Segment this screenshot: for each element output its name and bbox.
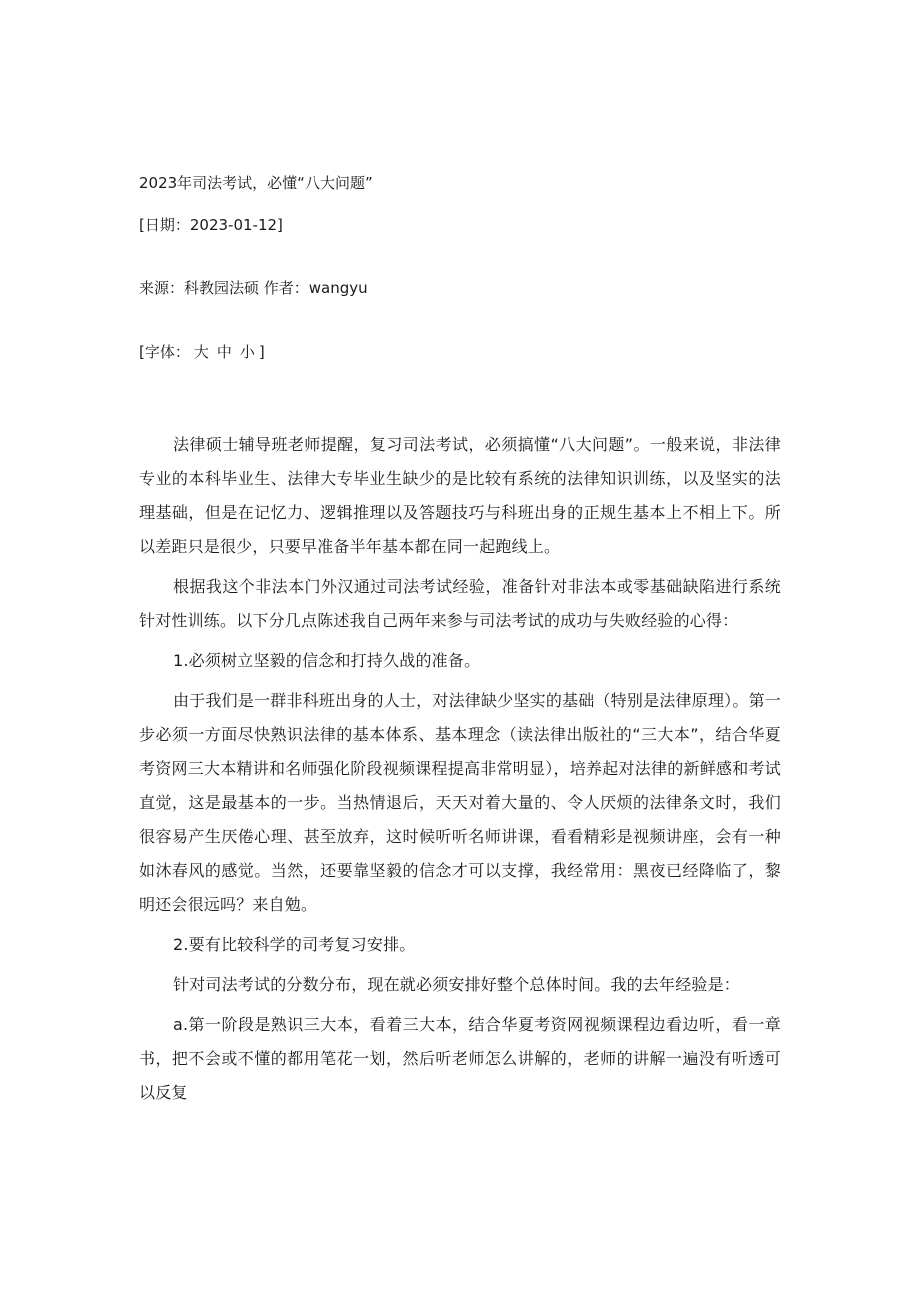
article-date: [日期：2023-01-12] <box>139 216 283 234</box>
article-body <box>139 428 781 1116</box>
font-size-medium-link[interactable]: 中 <box>216 343 232 361</box>
article-source: 来源：科教园法硕 作者：wangyu <box>139 279 368 297</box>
font-size-close: ] <box>258 343 265 361</box>
paragraph: 根据我这个非法本门外汉通过司法考试经验，准备针对非法本或零基础缺陷进行系统针对性训练。以下分几点陈述我自己两年来参与司法考试的成功与失败经验的心得： <box>139 577 781 630</box>
section-heading: 2.要有比较科学的司考复习安排。 <box>173 935 416 954</box>
font-size-selector <box>139 342 265 362</box>
font-size-large-link[interactable]: 大 <box>193 343 209 361</box>
font-size-small-link[interactable]: 小 <box>239 343 255 361</box>
font-size-label: [字体： <box>139 343 190 361</box>
paragraph: a.第一阶段是熟识三大本，看着三大本，结合华夏考资网视频课程边看边听，看一章书，把不会或不懂的都用笔花一划，然后听老师怎么讲解的，老师的讲解一遍没有听透可以反复 <box>139 1015 781 1102</box>
paragraph: 针对司法考试的分数分布，现在就必须安排好整个总体时间。我的去年经验是： <box>173 975 741 994</box>
paragraph: 由于我们是一群非科班出身的人士，对法律缺少坚实的基础（特别是法律原理）。第一步必须一方面尽快熟识法律的基本体系、基本理念（读法律出版社的“三大本”，结合华夏考资网三大本精讲和名师强化阶段视频课程提高非常明显），培养起对法律的新鲜感和考试直觉，这是最基本的一步。当热情退后，天天对着大量的、令人厌烦的法律条文时，我们很容易产生厌倦心理、甚至放弃，这时候听听名师讲课，看看精彩是视频讲座，会有一种如沐春风的感觉。当然，还要靠坚毅的信念才可以支撑，我经常用：黑夜已经降临了，黎明还会很远吗？来自勉。 <box>139 691 781 914</box>
section-heading: 1.必须树立坚毅的信念和打持久战的准备。 <box>173 651 481 670</box>
paragraph: 法律硕士辅导班老师提醒，复习司法考试，必须搞懂“八大问题”。一般来说，非法律专业的本科毕业生、法律大专毕业生缺少的是比较有系统的法律知识训练，以及坚实的法理基础，但是在记忆力、逻辑推理以及答题技巧与科班出身的正规生基本上不相上下。所以差距只是很少，只要早准备半年基本都在同一起跑线上。 <box>139 435 781 556</box>
article-title: 2023年司法考试，必懂“八大问题” <box>139 174 373 192</box>
